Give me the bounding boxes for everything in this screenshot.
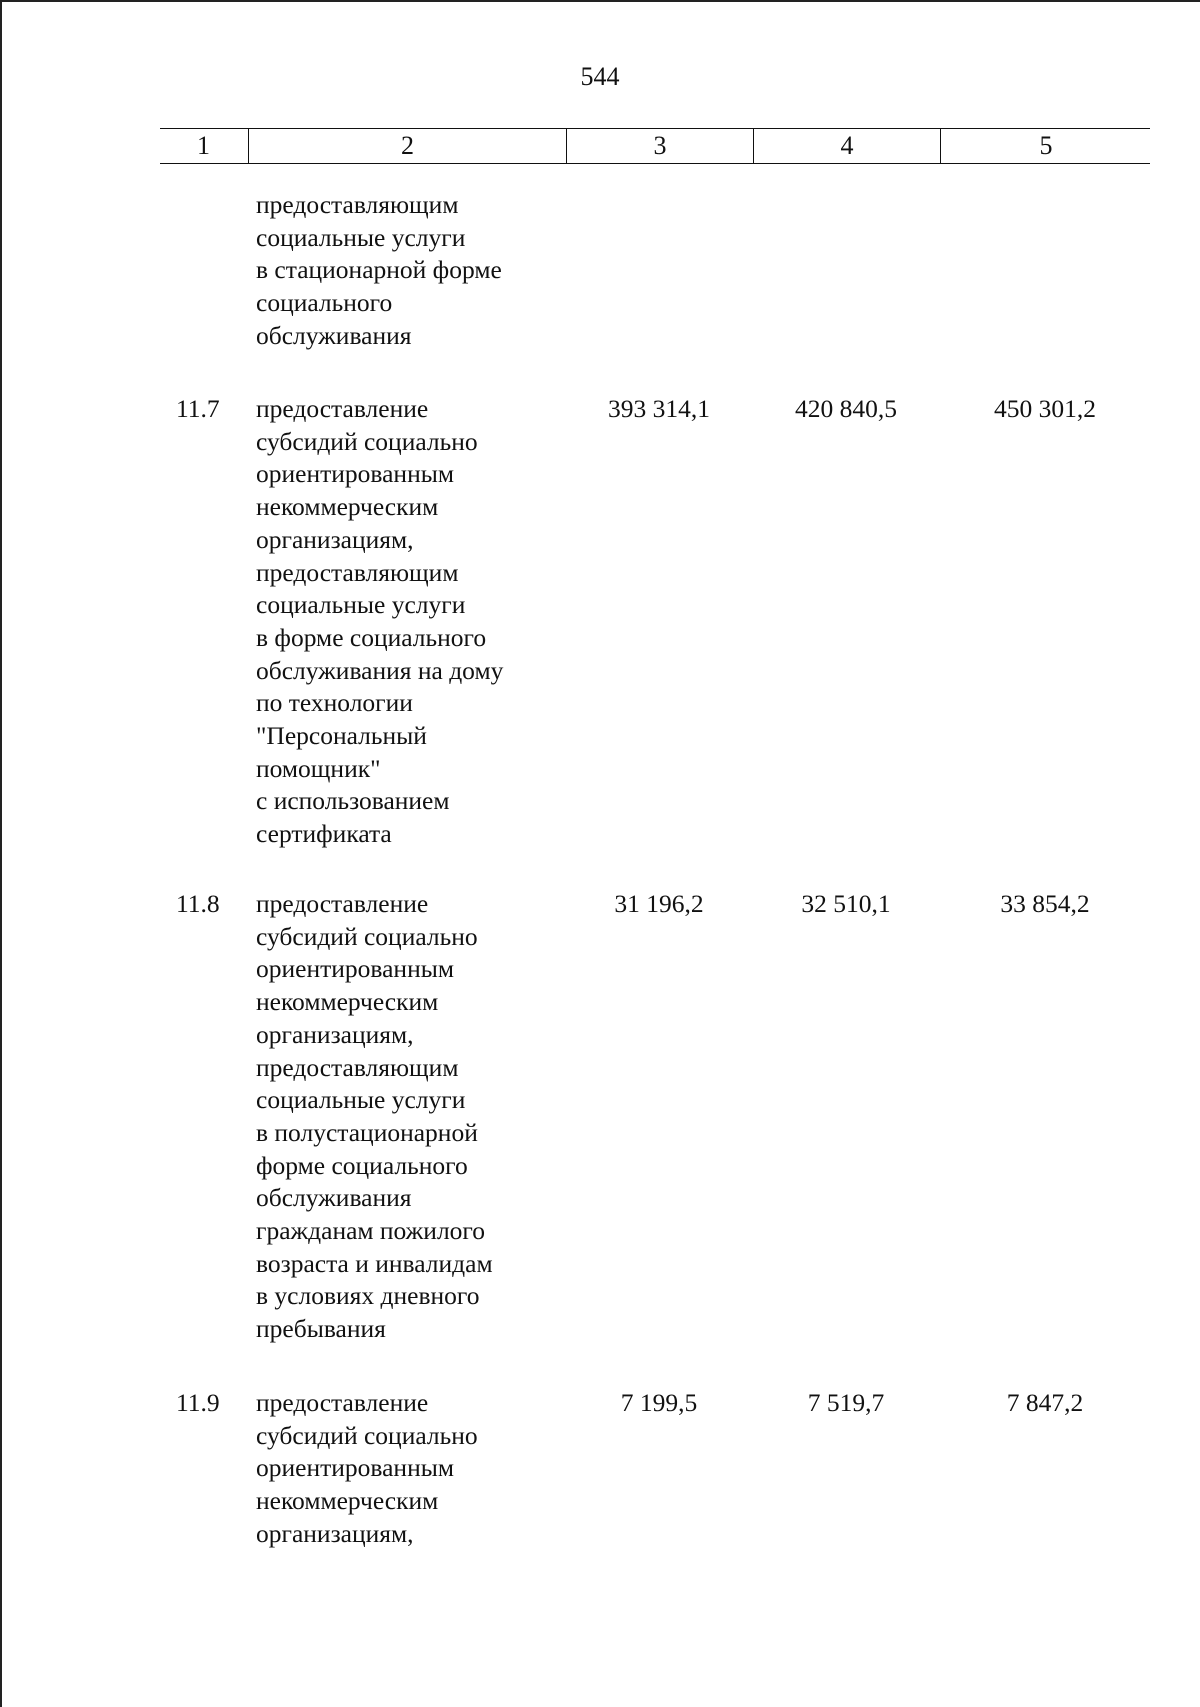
scan-edge-top: [0, 0, 1200, 2]
scan-edge-left: [0, 0, 2, 1707]
row-value-col5: 7 847,2: [1006, 1388, 1084, 1417]
table-header: [160, 128, 1150, 164]
row-value-col4: 7 519,7: [807, 1388, 885, 1417]
column-header-3: 3: [566, 129, 753, 163]
column-header-4: 4: [753, 129, 940, 163]
row-value-col4: 420 840,5: [795, 394, 897, 423]
row-value-col5: 450 301,2: [994, 394, 1096, 423]
row-value-col3: 393 314,1: [608, 394, 710, 423]
row-description: предоставление субсидий социально ориентированным некоммерческим организациям, предоставляющим социальные услуги в форме социального обслуживания на дому по технологии "Персональный помощник" с использованием сертификата: [256, 394, 504, 849]
row-description: предоставляющим социальные услуги в стационарной форме социального обслуживания: [256, 190, 502, 350]
row-value-col4: 32 510,1: [801, 889, 891, 918]
row-number: 11.8: [176, 889, 220, 918]
row-description: предоставление субсидий социально ориентированным некоммерческим организациям, предоставляющим социальные услуги в полустационарной форме социального обслуживания гражданам пожилого возраста и инвалидам в условиях дневного пребывания: [256, 889, 493, 1344]
row-description: предоставление субсидий социально ориентированным некоммерческим организациям,: [256, 1388, 478, 1548]
page-number: 544: [580, 62, 620, 91]
row-value-col5: 33 854,2: [1000, 889, 1090, 918]
row-number: 11.9: [176, 1388, 220, 1417]
column-header-1: 1: [197, 131, 210, 160]
row-value-col3: 31 196,2: [614, 889, 704, 918]
row-value-col3: 7 199,5: [620, 1388, 698, 1417]
column-header-2: 2: [248, 129, 566, 163]
column-header-5: 5: [940, 129, 1151, 163]
row-number: 11.7: [176, 394, 220, 423]
